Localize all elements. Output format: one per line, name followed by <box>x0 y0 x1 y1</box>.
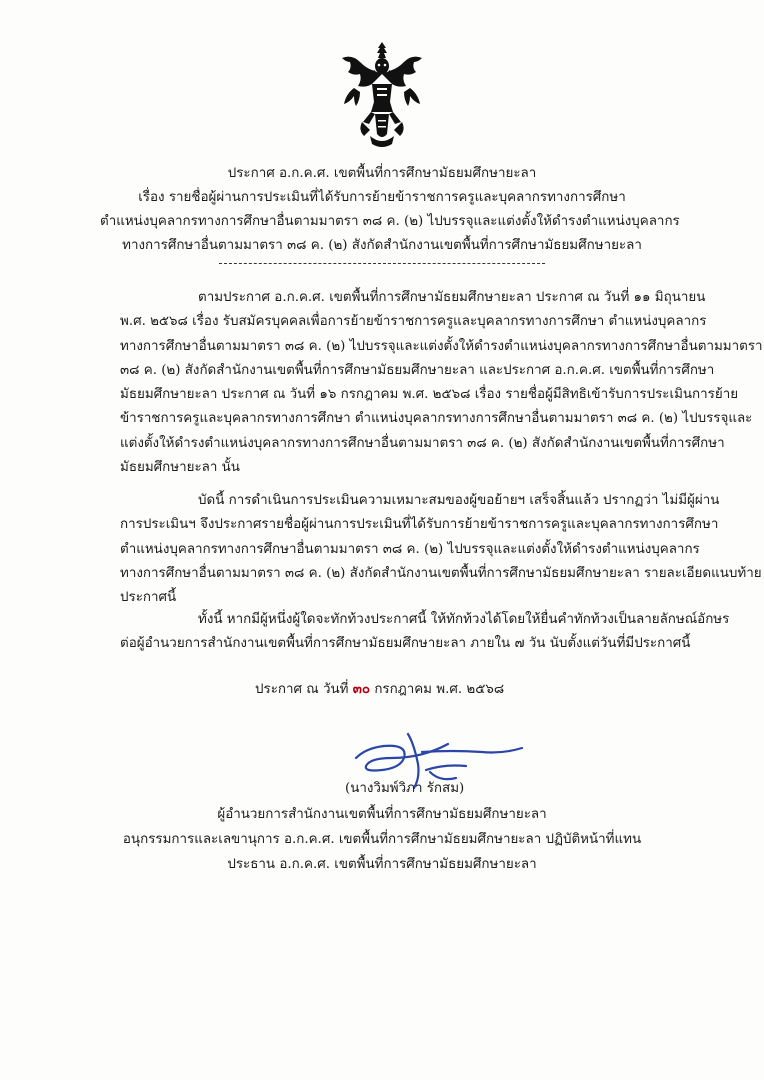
paragraph-line: แต่งตั้งให้ดำรงตำแหน่งบุคลากรทางการศึกษาอื่นตามมาตรา ๓๘ ค. (๒) สังกัดสำนักงานเขตพื้นที่การศึกษา <box>120 435 725 451</box>
header-line-1: ประกาศ อ.ก.ค.ศ. เขตพื้นที่การศึกษามัธยมศึกษายะลา <box>227 166 537 181</box>
paragraph-line: การประเมินฯ จึงประกาศรายชื่อผู้ผ่านการประเมินที่ได้รับการย้ายข้าราชการครูและบุคลากรทางการศึกษา <box>120 517 719 533</box>
signer-title-3: ประธาน อ.ก.ค.ศ. เขตพื้นที่การศึกษามัธยมศึกษายะลา <box>227 857 537 872</box>
signer-titles <box>100 802 664 877</box>
paragraph-result <box>120 489 762 610</box>
announcement-header <box>100 162 680 258</box>
paragraph-line: ต่อผู้อำนวยการสำนักงานเขตพื้นที่การศึกษามัธยมศึกษายะลา ภายใน ๗ วัน นับตั้งแต่วันที่มีประกาศนี้ <box>120 636 691 652</box>
header-divider <box>219 263 545 264</box>
paragraph-objection <box>120 608 730 657</box>
paragraph-reference <box>120 286 763 480</box>
paragraph-line: ทั้งนี้ หากมีผู้หนึ่งผู้ใดจะทักท้วงประกาศนี้ ให้ทักท้วงได้โดยให้ยื่นคำทักท้วงเป็นลายลักษณ์อักษร <box>198 612 730 627</box>
paragraph-line: ตำแหน่งบุคลากรทางการศึกษาอื่นตามมาตรา ๓๘ ค. (๒) ไปบรรจุและแต่งตั้งให้ดำรงตำแหน่งบุคลากร <box>120 541 700 557</box>
paragraph-line: บัดนี้ การดำเนินการประเมินความเหมาะสมของผู้ขอย้ายฯ เสร็จสิ้นแล้ว ปรากฏว่า ไม่มีผู้ผ่าน <box>198 493 720 508</box>
signer-title-2: อนุกรรมการและเลขานุการ อ.ก.ค.ศ. เขตพื้นที่การศึกษามัธยมศึกษายะลา ปฏิบัติหน้าที่แทน <box>122 832 642 847</box>
paragraph-line: ทางการศึกษาอื่นตามมาตรา ๓๘ ค. (๒) ไปบรรจุและแต่งตั้งให้ดำรงตำแหน่งบุคลากรทางการศึกษาอื่นตามมาตรา <box>120 338 763 354</box>
paragraph-line: มัธยมศึกษายะลา ประกาศ ณ วันที่ ๑๖ กรกฎาคม พ.ศ. ๒๕๖๘ เรื่อง รายชื่อผู้มีสิทธิเข้ารับการประเมินการย้าย <box>120 387 739 403</box>
paragraph-line: ข้าราชการครูและบุคลากรทางการศึกษา ตำแหน่งบุคลากรทางการศึกษาอื่นตามมาตรา ๓๘ ค. (๒) ไปบรรจุและ <box>120 411 753 427</box>
signer-name: (นางวิมพ์วิภา รักสม) <box>345 781 465 796</box>
date-prefix: ประกาศ ณ วันที่ <box>255 682 349 697</box>
paragraph-line: ตามประกาศ อ.ก.ค.ศ. เขตพื้นที่การศึกษามัธยมศึกษายะลา ประกาศ ณ วันที่ ๑๑ มิถุนายน <box>198 290 706 305</box>
paragraph-line: ๓๘ ค. (๒) สังกัดสำนักงานเขตพื้นที่การศึกษามัธยมศึกษายะลา และประกาศ อ.ก.ค.ศ. เขตพื้นที่การศึกษา <box>120 362 715 378</box>
date-day: ๓๐ <box>352 681 371 697</box>
header-subject-line: เรื่อง รายชื่อผู้ผ่านการประเมินที่ได้รับการย้ายข้าราชการครูและบุคลากรทางการศึกษา <box>138 190 626 205</box>
paragraph-line: มัธยมศึกษายะลา นั้น <box>120 460 240 476</box>
header-line-3: ตำแหน่งบุคลากรทางการศึกษาอื่นตามมาตรา ๓๘ ค. (๒) ไปบรรจุและแต่งตั้งให้ดำรงตำแหน่งบุคลากร <box>100 214 680 229</box>
signer-title-1: ผู้อำนวยการสำนักงานเขตพื้นที่การศึกษามัธยมศึกษายะลา <box>217 807 547 822</box>
garuda-emblem-icon <box>340 40 424 152</box>
announcement-date <box>255 677 504 702</box>
date-suffix: กรกฎาคม พ.ศ. ๒๕๖๘ <box>374 682 505 697</box>
paragraph-line: ประกาศนี้ <box>120 590 177 606</box>
paragraph-line: พ.ศ. ๒๕๖๘ เรื่อง รับสมัครบุคคลเพื่อการย้ายข้าราชการครูและบุคลากรทางการศึกษา ตำแหน่งบุคลากร <box>120 314 707 330</box>
paragraph-line: ทางการศึกษาอื่นตามมาตรา ๓๘ ค. (๒) สังกัดสำนักงานเขตพื้นที่การศึกษามัธยมศึกษายะลา รายละเอียดแนบท้าย <box>120 565 762 581</box>
header-line-4: ทางการศึกษาอื่นตามมาตรา ๓๘ ค. (๒) สังกัดสำนักงานเขตพื้นที่การศึกษามัธยมศึกษายะลา <box>122 238 642 253</box>
